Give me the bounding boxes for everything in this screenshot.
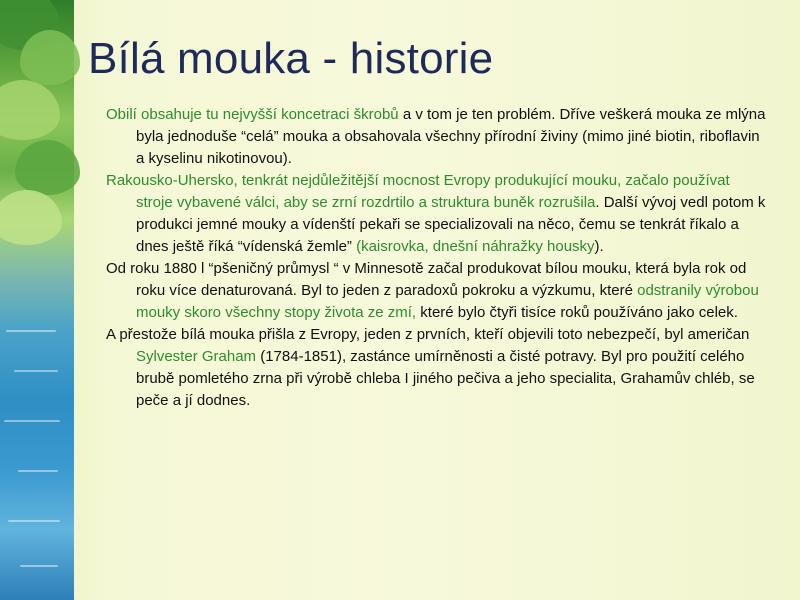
- highlighted-text: odstranily výrobou mouky skoro všechny stopy života ze zmí,: [136, 282, 759, 321]
- highlighted-text: Sylvester Graham: [136, 348, 257, 365]
- body-text: ).: [594, 238, 604, 255]
- highlighted-text: Rakousko-Uhersko, tenkrát nejdůležitější mocnost Evropy produkující mouku, začalo používat stroje vybavené válci, aby se zrní rozdrtilo a struktura buněk rozrušila: [106, 172, 730, 211]
- body-text: A přestože bílá mouka přišla z Evropy, jeden z prvních, kteří objevili toto nebezpečí, byl američan: [106, 326, 750, 343]
- bullet-paragraph: [106, 324, 766, 412]
- body-text: a v tom je ten problém. Dříve veškerá mouka ze mlýna byla jednoduše “celá” mouka a obsahovala všechny přírodní živiny (mimo jiné biotin, riboflavin a kyselinu nikotinovou).: [136, 106, 766, 167]
- body-text: . Další vývoj vedl potom k produkci jemné mouky a vídenští pekaři se specializovali na něco, čemu se tenkrát říkalo a dnes ještě říká “vídenská žemle”: [136, 194, 766, 255]
- water-ripple: [8, 520, 60, 522]
- water-ripple: [6, 330, 56, 332]
- bullet-paragraph: [106, 258, 766, 324]
- body-text: Od roku 1880 l “pšeničný průmysl “ v Minnesotě začal produkovat bílou mouku, která byla rok od roku více denaturovaná. Byl to jeden z paradoxů pokroku a výzkumu, které: [106, 260, 747, 299]
- slide-body: [106, 104, 766, 412]
- body-text: (1784-1851), zastánce umírněnosti a čisté potravy. Byl pro použití celého brubě pomletého zrna při výrobě chleba I jiného pečiva a jeho specialita, Grahamův chléb, se peče a jí dodnes.: [136, 348, 755, 409]
- water-ripple: [20, 565, 58, 567]
- slide-title: Bílá mouka - historie: [88, 34, 494, 83]
- leaf-decoration: [0, 80, 60, 140]
- body-text: které bylo čtyři tisíce roků používáno jako celek.: [416, 304, 738, 321]
- leaf-decoration: [20, 30, 80, 85]
- water-ripple: [4, 420, 60, 422]
- highlighted-text: (kaisrovka, dnešní náhražky housky: [356, 238, 595, 255]
- leaves-and-water-image: [0, 0, 74, 600]
- bullet-paragraph: [106, 170, 766, 258]
- bullet-paragraph: [106, 104, 766, 170]
- leaf-decoration: [15, 140, 80, 195]
- leaf-decoration: [0, 190, 62, 245]
- highlighted-text: Obilí obsahuje tu nejvyšší koncetraci škrobů: [106, 106, 399, 123]
- water-ripple: [14, 370, 58, 372]
- water-ripple: [18, 470, 58, 472]
